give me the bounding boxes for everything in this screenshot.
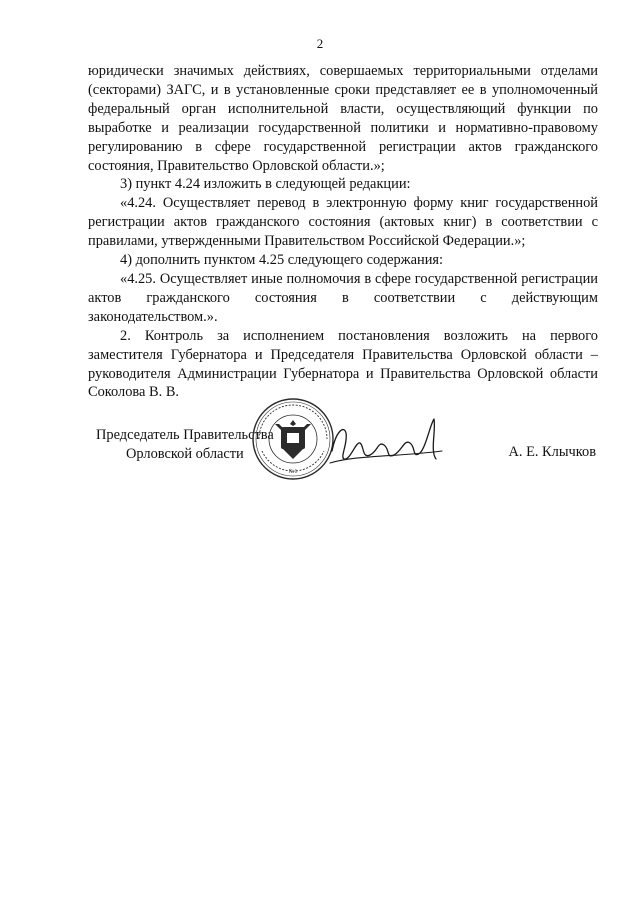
document-body xyxy=(88,62,598,402)
paragraph-continuation: юридически значимых действиях, совершаемых территориальными отделами (секторами) ЗАГС, и в установленные сроки представляет ее в уполномоченный федеральный орган исполнительной власти, осуществляющий функции по выработке и реализации государственной политики и нормативно-правовому регулированию в сфере государственной регистрации актов гражданского состояния, Правительство Орловской области.»; xyxy=(88,63,598,174)
signatory-title xyxy=(96,426,274,464)
official-seal-stamp xyxy=(250,396,336,482)
page-number: 2 xyxy=(316,36,324,51)
paragraph-item-3: 3) пункт 4.24 изложить в следующей редакции: xyxy=(120,176,411,193)
paragraph-clause-4-24: «4.24. Осуществляет перевод в электронную форму книг государственной регистрации актов гражданского состояния (актовых книг) в соответствии с правилами, утвержденными Правительством Российской Федерации.»; xyxy=(88,195,598,250)
handwritten-signature xyxy=(326,411,446,481)
svg-text:№1: №1 xyxy=(288,469,298,475)
paragraph-control-clause: 2. Контроль за исполнением постановления возложить на первого заместителя Губернатора и Председателя Правительства Орловской области – руководителя Администрации Губернатора и Правительства Орловской области Соколова В. В. xyxy=(88,327,598,401)
signature-block xyxy=(0,426,640,516)
paragraph-clause-4-25: «4.25. Осуществляет иные полномочия в сфере государственной регистрации актов гражданского состояния в соответствии с действующим законодательством.». xyxy=(88,270,598,325)
paragraph-item-4: 4) дополнить пунктом 4.25 следующего содержания: xyxy=(120,252,444,269)
signatory-title-line-2: Орловской области xyxy=(126,445,244,462)
signatory-name: А. Е. Клычков xyxy=(508,444,596,460)
signatory-title-line-1: Председатель Правительства xyxy=(96,427,274,443)
